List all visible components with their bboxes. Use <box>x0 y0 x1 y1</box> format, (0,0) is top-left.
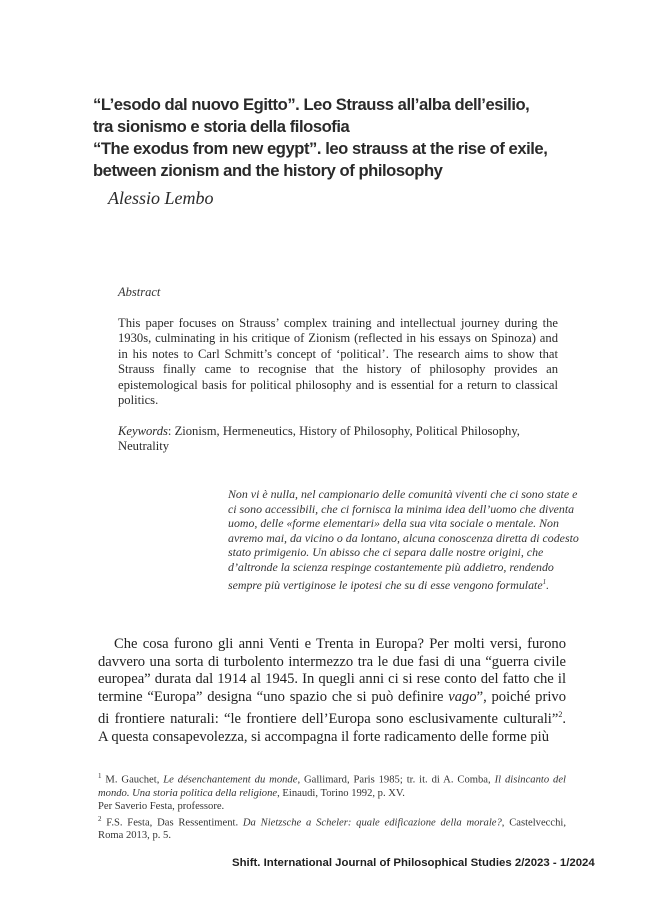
footnote-1-title-it: Il disincanto del mondo. Una storia politica della religione <box>98 774 566 799</box>
footnote-1-text-c: , Einaudi, Torino 1992, p. XV. <box>277 787 405 799</box>
body-text-part-2: ”, poiché privo di frontiere naturali: “le frontiere dell’Europa sono esclusivamente culturali” <box>98 688 566 728</box>
body-paragraph <box>98 636 566 746</box>
title-english-line-1: “The exodus from new egypt”. leo strauss at the rise of exile, <box>93 139 548 158</box>
footnote-ref-1[interactable]: 1 <box>542 577 547 586</box>
body-emphasis-vago: vago <box>448 688 477 705</box>
epigraph-quote <box>228 487 588 592</box>
epigraph-end: . <box>546 577 550 592</box>
article-title <box>93 94 613 182</box>
keywords-label: Keywords <box>118 424 168 438</box>
footnote-2-title: Da Nietzsche a Scheler: quale edificazione della morale? <box>242 817 502 829</box>
footnotes <box>98 770 566 842</box>
footnote-2-number: 2 <box>98 814 102 823</box>
footnote-2-text-a: F.S. Festa, Das Ressentiment. <box>101 817 243 829</box>
title-italian-line-1: “L’esodo dal nuovo Egitto”. Leo Strauss all’alba dell’esilio, <box>93 95 530 114</box>
footnote-1-number: 1 <box>98 772 102 780</box>
body-text-part-3: . A questa consapevolezza, si accompagna il forte radicamento delle forme più <box>98 711 566 745</box>
footnote-1-text-b: , Gallimard, Paris 1985; tr. it. di A. Comba, <box>297 774 495 786</box>
title-english-line-2: between zionism and the history of philosophy <box>93 161 443 180</box>
footnote-1 <box>98 770 566 800</box>
abstract-text: This paper focuses on Strauss’ complex training and intellectual journey during the 1930s, culminating in his critique of Zionism (reflected in his essays on Spinoza) and in his notes to Carl Schmitt’s concept of ‘political’. The research aims to show that Strauss finally came to recognise that the history of philosophy provides an epistemological basis for political philosophy and is essential for a return to classical politics. <box>118 316 558 408</box>
footnote-1-text-a: M. Gauchet, <box>101 774 164 786</box>
footnote-dedication: Per Saverio Festa, professore. <box>98 800 225 812</box>
running-footer: Shift. International Journal of Philosophical Studies 2/2023 - 1/2024 <box>232 857 595 869</box>
footnote-2-text-b: , Castelvecchi, Roma 2013, p. 5. <box>98 817 566 842</box>
keywords <box>118 424 563 455</box>
footnote-ref-2[interactable]: 2 <box>558 710 563 720</box>
footnote-1-title: Le désenchantement du monde <box>163 774 298 786</box>
author-name: Alessio Lembo <box>108 188 214 208</box>
epigraph-text: Non vi è nulla, nel campionario delle comunità viventi che ci sono state e ci sono accessibili, che ci fornisca la minima idea dell’uomo che diventa uomo, delle «forme elementari» della sua vita sociale o mentale. Non avremo mai, da vicino o da lontano, alcuna conoscenza diretta di codesto stato primigenio. Un abisso che ci separa dalle nostre origini, che d’altronde la scienza respinge costantemente più addietro, rendendo sempre più vertiginose le ipotesi che su di esse vengono formulate <box>228 487 579 592</box>
abstract-heading: Abstract <box>118 285 161 299</box>
title-italian-line-2: tra sionismo e storia della filosofia <box>93 117 350 136</box>
body-text-part-1: Che cosa furono gli anni Venti e Trenta in Europa? Per molti versi, furono davvero una sorta di turbolento intermezzo tra le due fasi di una “guerra civile europea” durata dal 1914 al 1945. In quegli anni ci si rese conto del fatto che il termine “Europa” designa “uno spazio che si può definire <box>98 636 566 705</box>
keywords-list: : Zionism, Hermeneutics, History of Philosophy, Political Philosophy, Neutrality <box>118 424 520 454</box>
footnote-2 <box>98 813 566 843</box>
